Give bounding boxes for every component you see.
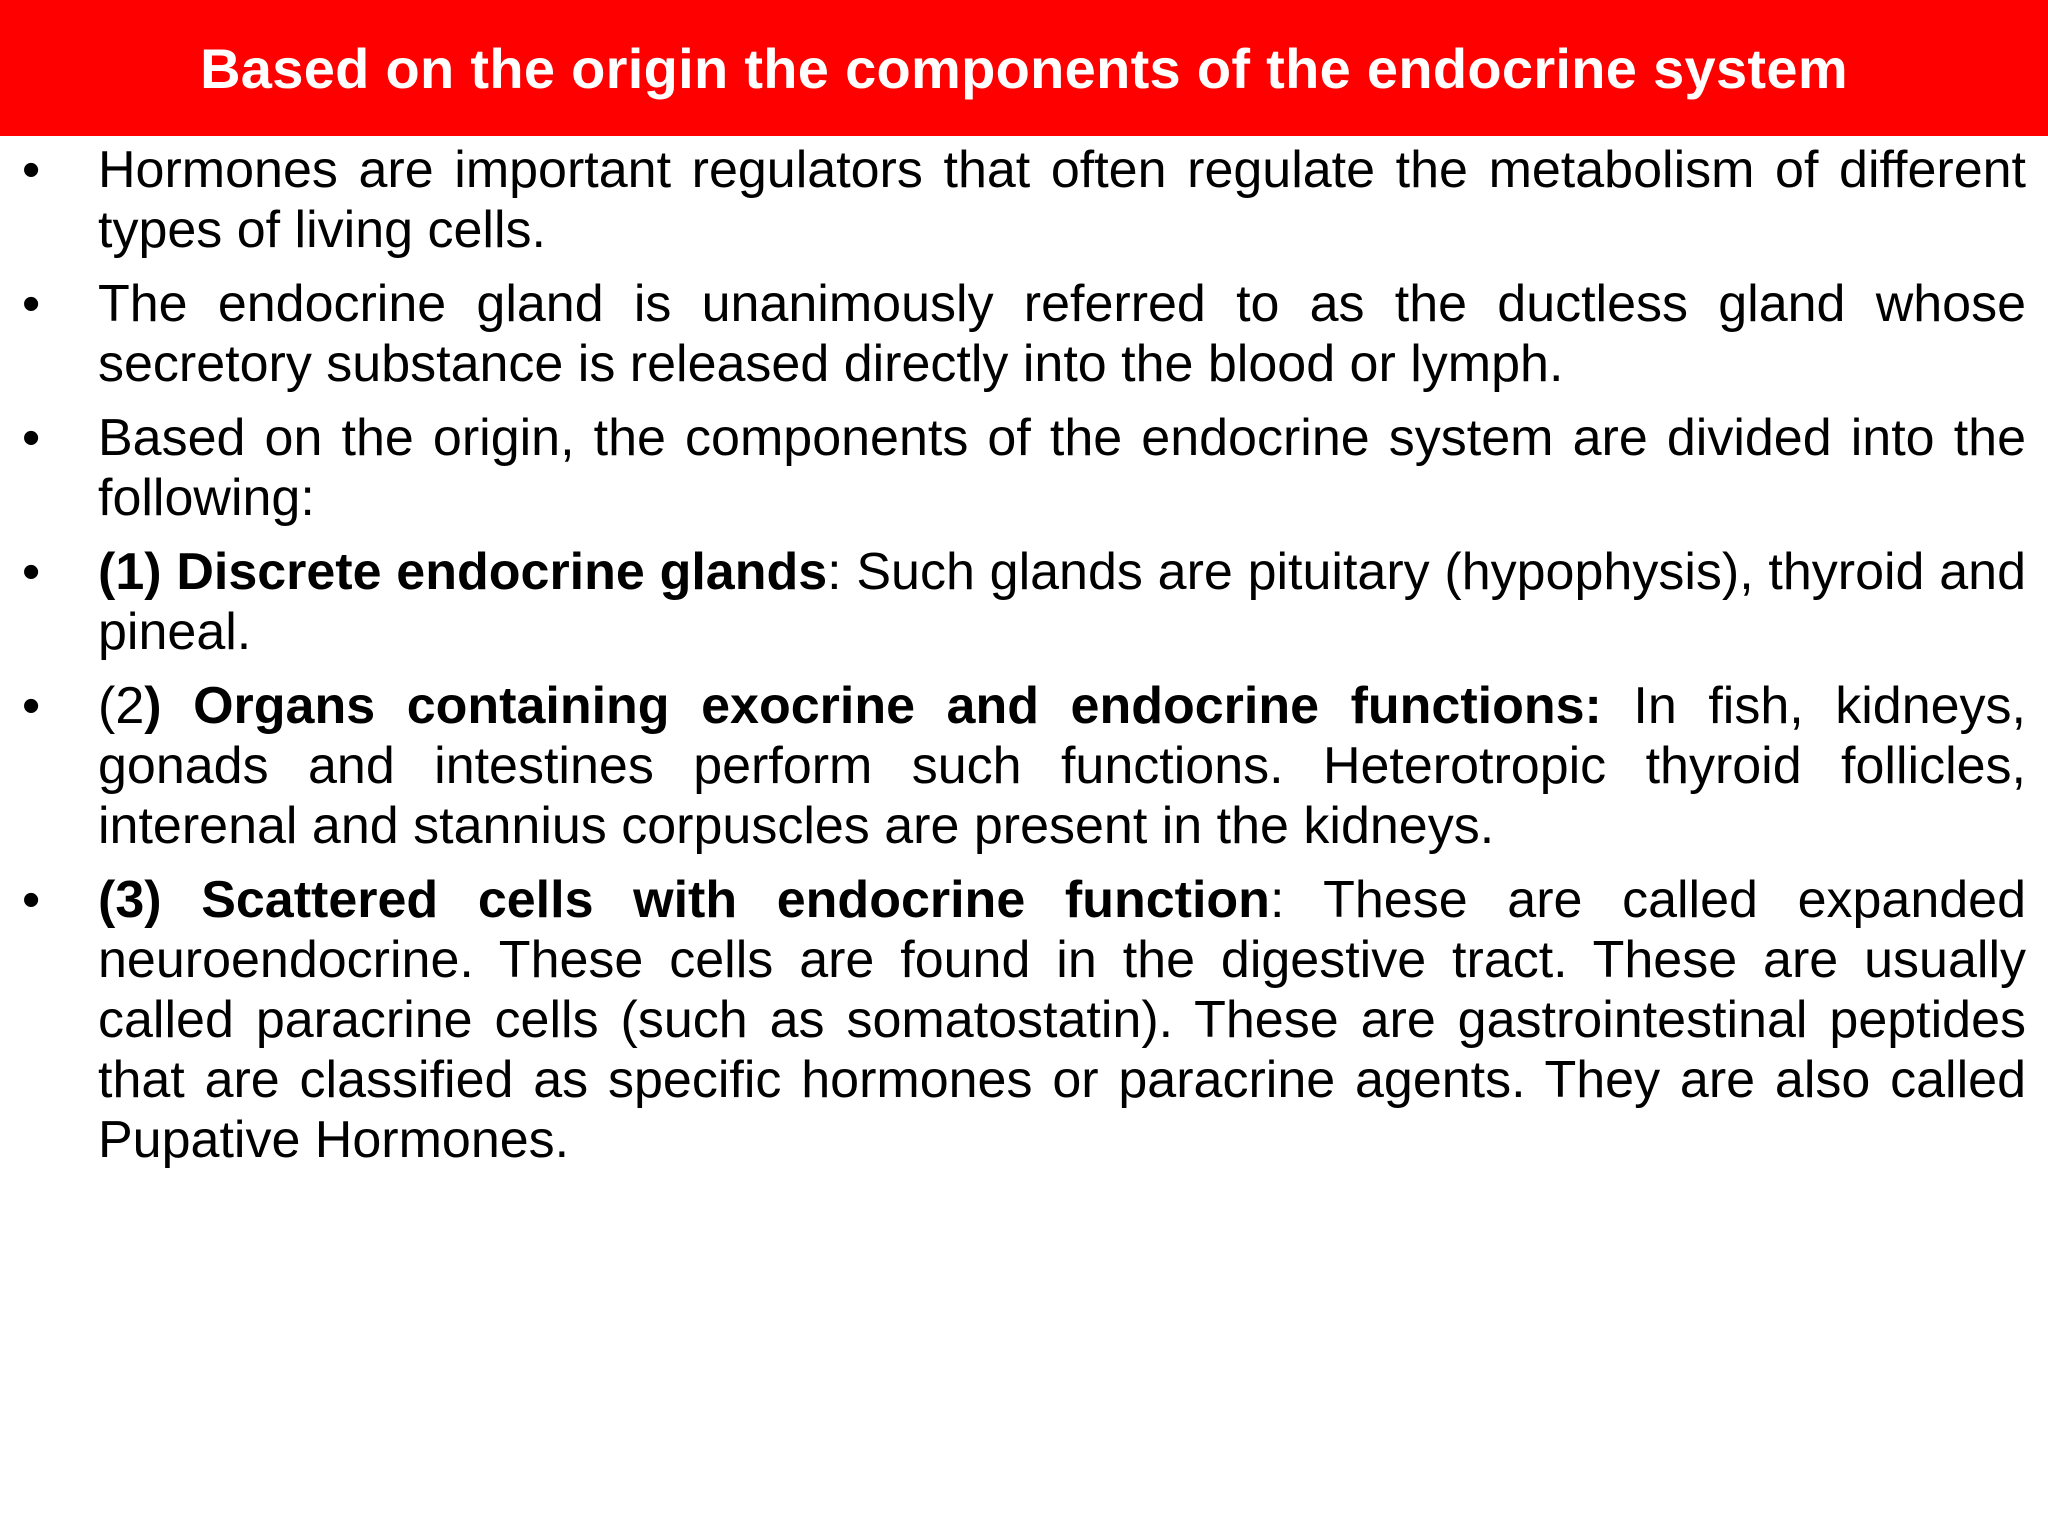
- bullet-text: In fish, kidneys, gonads and intestines perform such functions. Heterotropic thyroid follicles, interenal and stannius corpuscles are present in the kidneys.: [98, 677, 2026, 855]
- bullet-item: [0, 870, 2048, 1170]
- bullet-icon: •: [22, 275, 41, 333]
- bullet-icon: •: [22, 543, 41, 601]
- bullet-heading: (3) Scattered cells with endocrine function: [98, 871, 1270, 929]
- bullet-text: : Such glands are pituitary (hypophysis), thyroid and pineal.: [98, 543, 2027, 661]
- bullet-text: Based on the origin, the components of the endocrine system are divided into the following:: [98, 409, 2026, 527]
- bullet-text: : These are called expanded neuroendocrine. These cells are found in the digestive tract. These are usually called paracrine cells (such as somatostatin). These are gastrointestinal peptides that are classified as specific hormones or paracrine agents. They are also called Pupative Hormones.: [98, 871, 2027, 1169]
- bullet-list: [0, 140, 2048, 1184]
- bullet-icon: •: [22, 677, 41, 735]
- bullet-icon: •: [22, 141, 41, 199]
- bullet-item: [0, 408, 2048, 528]
- bullet-prefix: (2: [98, 677, 145, 735]
- bullet-heading: ) Organs containing exocrine and endocrine functions:: [144, 677, 1602, 735]
- bullet-icon: •: [22, 871, 41, 929]
- bullet-item: [0, 140, 2048, 260]
- bullet-heading: (1) Discrete endocrine glands: [98, 543, 828, 601]
- slide-title: Based on the origin the components of the endocrine system: [200, 36, 1848, 100]
- bullet-item: [0, 542, 2048, 662]
- title-bar: [0, 0, 2048, 136]
- bullet-text: The endocrine gland is unanimously referred to as the ductless gland whose secretory substance is released directly into the blood or lymph.: [98, 275, 2026, 393]
- bullet-item: [0, 676, 2048, 856]
- bullet-text: Hormones are important regulators that often regulate the metabolism of different types of living cells.: [98, 141, 2026, 259]
- bullet-item: [0, 274, 2048, 394]
- bullet-icon: •: [22, 409, 41, 467]
